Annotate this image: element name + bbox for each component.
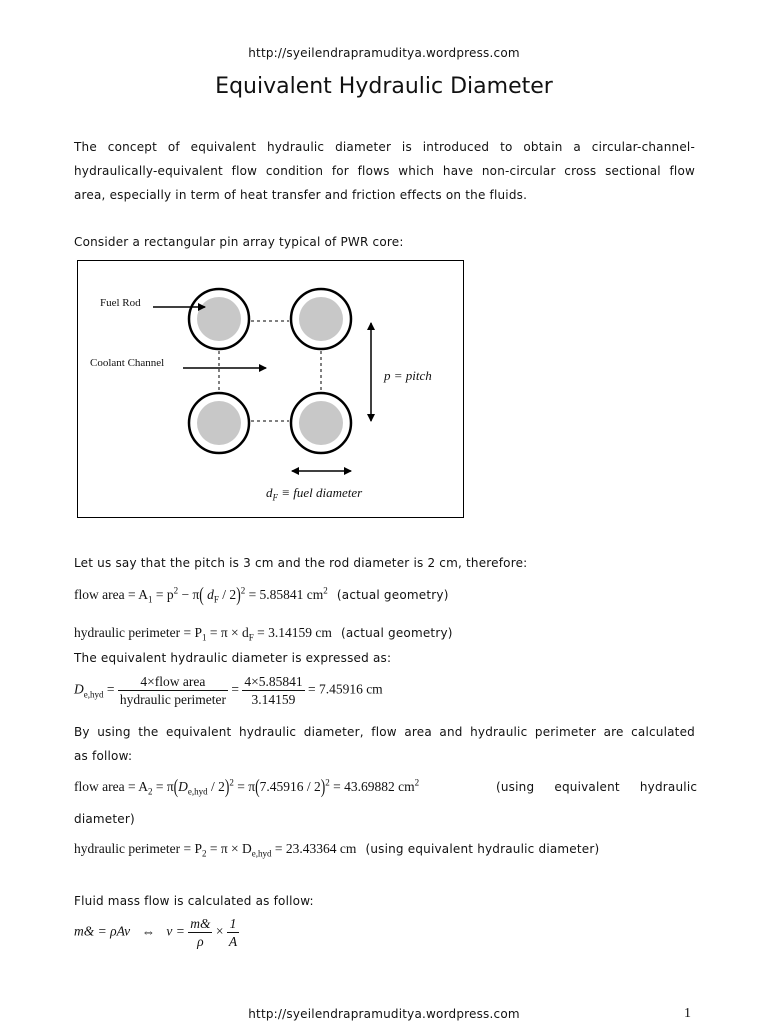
eq4-note-cont: diameter)	[74, 812, 135, 826]
equation-perimeter-actual: hydraulic perimeter = $P_1 = \pi \times d_F = 3.14159$ cm (actual geometry)	[74, 625, 453, 643]
fuel-rod-label: Fuel Rod	[100, 297, 141, 309]
equation-perimeter-equivalent: hydraulic perimeter = $P_2 = \pi \times D_{e,hyd} = 23.43364$ cm (using equivalent hydraulic diameter)	[74, 841, 600, 859]
pin-array-figure	[77, 260, 464, 518]
eq4-note: (using equivalent hydraulic	[496, 780, 698, 794]
footer-url[interactable]: http://syeilendrapramuditya.wordpress.com	[248, 1007, 520, 1021]
consider-text: Consider a rectangular pin array typical of PWR core:	[74, 235, 404, 249]
fuel-rod-top-right	[291, 289, 351, 349]
fuel-rod-bottom-right	[291, 393, 351, 453]
mass-flow-intro: Fluid mass flow is calculated as follow:	[74, 894, 314, 908]
page-number: 1	[684, 1006, 691, 1021]
using-line-2: as follow:	[74, 749, 133, 763]
intro-line-3: area, especially in term of heat transfer and friction effects on the fluids.	[74, 188, 528, 202]
assumption-text: Let us say that the pitch is 3 cm and the rod diameter is 2 cm, therefore:	[74, 556, 528, 570]
pitch-label: p = pitch	[384, 368, 432, 383]
equation-flow-area-equivalent: flow area = $A_2 = \pi(D_{e,hyd} / 2)^2 = \pi(7.45916 / 2)^2 = 43.69882$ $cm^2$	[74, 775, 420, 798]
using-line-1: By using the equivalent hydraulic diameter, flow area and hydraulic perimeter are calculated	[74, 725, 695, 739]
header-url[interactable]: http://syeilendrapramuditya.wordpress.com	[248, 46, 520, 60]
coolant-channel-label: Coolant Channel	[90, 357, 165, 369]
eq-intro-text: The equivalent hydraulic diameter is expressed as:	[74, 651, 392, 665]
fuel-rod-bottom-left	[189, 393, 249, 453]
equation-mass-flow: m& = ρAv ⇔ v = $\frac{m\&}{\rho}$ × $\frac{1}{A}$	[74, 916, 238, 949]
page-title: Equivalent Hydraulic Diameter	[215, 74, 553, 99]
intro-line-1: The concept of equivalent hydraulic diameter is introduced to obtain a circular-channel-	[74, 140, 695, 154]
intro-line-2: hydraulically-equivalent flow condition for flows which have non-circular cross sectional flow	[74, 164, 695, 178]
fuel-rod-top-left	[189, 289, 249, 349]
diameter-label: $d_F$ ≡ fuel diameter	[266, 485, 363, 503]
equation-hydraulic-diameter: $D_{e,hyd}$ = $\frac{\text{4×flow area}}{\text{hydraulic perimeter}}$ = $\frac{4\times 5.85841}{3.14159}$ = 7.45916 cm	[74, 674, 383, 707]
equation-flow-area-actual: flow area = $A_1 = p^2 - \pi$( $d_F / 2)^2 = 5.85841$ $cm^2$ (actual geometry)	[74, 583, 449, 606]
